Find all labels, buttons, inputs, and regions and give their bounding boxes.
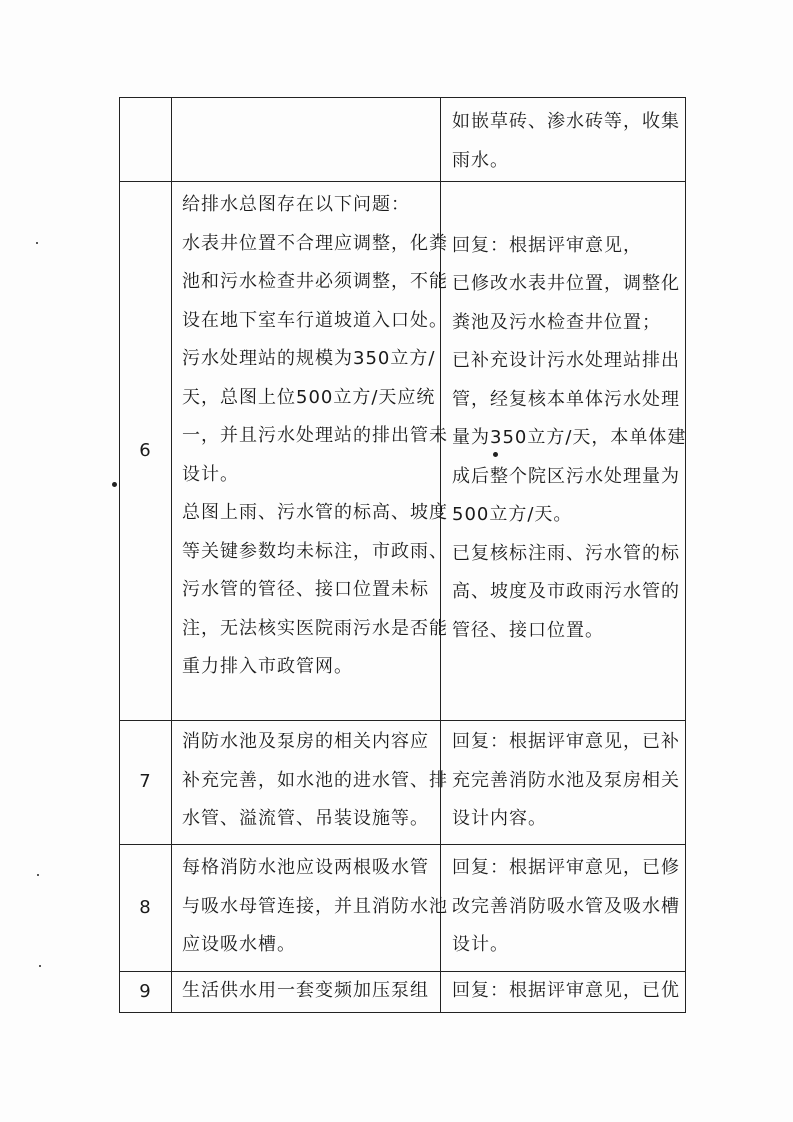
- table-row: [120, 972, 686, 1013]
- issue-line: 生活供水用一套变频加压泵组: [182, 980, 429, 1001]
- issue-line: 给排水总图存在以下问题：: [182, 194, 410, 215]
- reply-line: 已补充设计污水处理站排出: [452, 350, 680, 371]
- issue-line: 与吸水母管连接，并且消防水池: [182, 895, 448, 917]
- issue-line: 天，总图上位500立方/天应统: [182, 386, 436, 408]
- scan-speck: [112, 482, 117, 487]
- issue-line: 每格消防水池应设两根吸水管: [182, 857, 429, 878]
- reply-line: 管，经复核本单体污水处理: [452, 388, 680, 410]
- issue-line: 注，无法核实医院雨污水是否能: [182, 617, 448, 639]
- issue-line: 重力排入市政管网。: [182, 656, 353, 677]
- reply-line: [452, 188, 679, 227]
- reply-cell: [441, 98, 686, 182]
- issue-line: 池和污水检查井必须调整，不能: [182, 271, 448, 292]
- reply-line: 粪池及污水检查井位置；: [452, 311, 661, 333]
- review-table: [119, 97, 686, 1013]
- issue-line: 补充完善，如水池的进水管、排: [182, 769, 448, 791]
- row-number-cell: 8: [120, 845, 172, 972]
- reply-cell: [441, 972, 686, 1013]
- table-row: [120, 845, 686, 972]
- reply-line: 回复：根据评审意见，已优: [452, 980, 680, 1001]
- issue-line: 一，并且污水处理站的排出管未: [182, 425, 448, 446]
- issue-line: 水管、溢流管、吊装设施等。: [182, 808, 429, 829]
- issue-cell: [172, 721, 448, 845]
- row-number-cell: 9: [120, 972, 172, 1013]
- reply-cell: [441, 721, 686, 845]
- reply-line: 已修改水表井位置，调整化: [452, 273, 680, 294]
- scan-speck: [37, 874, 39, 876]
- reply-line: 设计。: [452, 934, 509, 955]
- reply-line: 量为350立方/天，本单体建: [452, 427, 687, 448]
- issue-line: 总图上雨、污水管的标高、坡度: [182, 502, 448, 523]
- scan-speck: [493, 452, 498, 457]
- reply-line: 回复：根据评审意见，已修: [452, 857, 680, 878]
- reply-line: 500立方/天。: [452, 504, 573, 525]
- issue-cell: [172, 845, 448, 972]
- reply-line: 设计内容。: [452, 808, 547, 829]
- reply-line: 已复核标注雨、污水管的标: [452, 542, 680, 564]
- reply-line: 成后整个院区污水处理量为: [452, 465, 680, 487]
- reply-line: 管径、接口位置。: [452, 619, 604, 641]
- row-number-cell: 7: [120, 721, 172, 845]
- issue-cell: [172, 972, 441, 1013]
- issue-line: 等关键参数均未标注，市政雨、: [182, 540, 448, 562]
- reply-cell: [441, 845, 686, 972]
- reply-line: 雨水。: [452, 149, 509, 171]
- row-number-cell: [120, 98, 172, 182]
- scan-speck: [39, 965, 41, 967]
- reply-line: 充完善消防水池及泵房相关: [452, 769, 680, 791]
- reply-line: 回复：根据评审意见，: [452, 234, 642, 256]
- reply-line: 高、坡度及市政雨污水管的: [452, 581, 680, 602]
- table-row: [120, 98, 686, 182]
- issue-cell: [172, 98, 441, 182]
- issue-line: 应设吸水槽。: [182, 934, 296, 955]
- issue-cell: [172, 182, 448, 721]
- issue-line: 消防水池及泵房的相关内容应: [182, 731, 429, 752]
- issue-line: 设在地下室车行道坡道入口处。: [182, 309, 448, 331]
- issue-line: 水表井位置不合理应调整，化粪: [182, 232, 448, 254]
- row-number-cell: 6: [120, 182, 172, 721]
- table-row: [120, 182, 686, 721]
- table-row: [120, 721, 686, 845]
- reply-line: 回复：根据评审意见，已补: [452, 731, 680, 752]
- reply-line: 如嵌草砖、渗水砖等，收集: [452, 111, 680, 132]
- reply-cell: [441, 182, 686, 721]
- reply-line: 改完善消防吸水管及吸水槽: [452, 895, 680, 917]
- issue-line: 污水处理站的规模为350立方/: [182, 348, 436, 369]
- issue-line: 设计。: [182, 463, 239, 485]
- scan-speck: [36, 242, 38, 244]
- issue-line: 污水管的管径、接口位置未标: [182, 579, 429, 600]
